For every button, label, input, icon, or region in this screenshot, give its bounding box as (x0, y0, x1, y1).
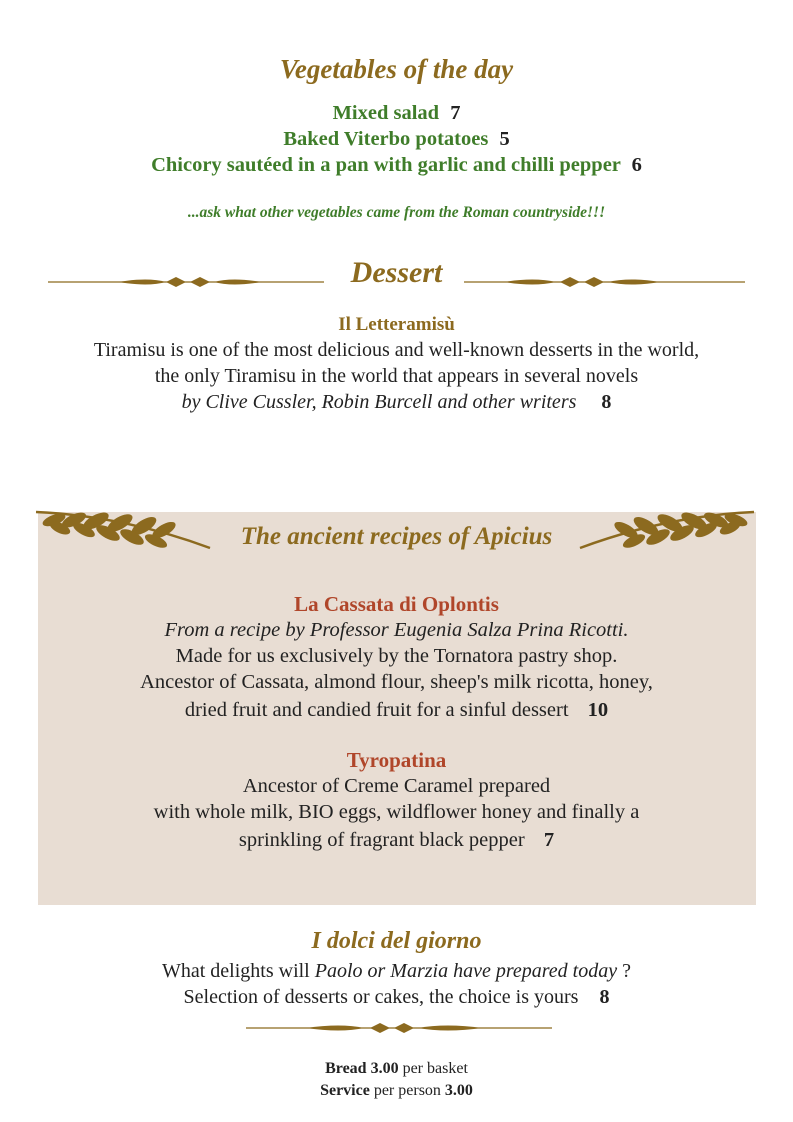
dish-description-line: From a recipe by Professor Eugenia Salza Prina Ricotti. (164, 619, 629, 641)
bottom-ornament-divider (246, 1020, 552, 1036)
dolci-title: I dolci del giorno (311, 928, 482, 954)
dish-description-line: Ancestor of Creme Caramel prepared (242, 775, 551, 797)
cassata-item (0, 591, 793, 723)
dish-name: Tyropatina (346, 748, 447, 772)
tiramisu-item (0, 313, 793, 415)
list-item (0, 126, 793, 152)
dolci-price: 8 (599, 986, 610, 1008)
dessert-description-line: by Clive Cussler, Robin Burcell and other writers (181, 391, 577, 413)
vegetable-price: 5 (499, 128, 510, 150)
dessert-item-name: Il Letteramisù (338, 314, 455, 335)
vegetable-price: 7 (450, 102, 461, 124)
dessert-price: 8 (601, 391, 612, 413)
dessert-description-line: Tiramisu is one of the most delicious and well-known desserts in the world, (93, 339, 700, 361)
dolci-description (0, 958, 793, 1010)
vegetable-name: Mixed salad (332, 102, 440, 124)
dish-description-line: dried fruit and candied fruit for a sinful dessert (184, 699, 569, 721)
bread-price: 3.00 (370, 1060, 399, 1077)
dessert-title: Dessert (350, 256, 443, 289)
dolci-line: Selection of desserts or cakes, the choice is yours (183, 986, 579, 1008)
footer (0, 1058, 793, 1102)
vegetables-list (0, 100, 793, 178)
dolci-line-italic: Paolo or Marzia have prepared today (314, 960, 618, 982)
dish-price: 7 (543, 829, 555, 851)
dessert-description-line: the only Tiramisu in the world that appears in several novels (154, 365, 639, 387)
bread-unit: per basket (402, 1060, 468, 1077)
service-line (0, 1080, 793, 1102)
tyropatina-item (0, 747, 793, 853)
dish-description-line: Made for us exclusively by the Tornatora pastry shop. (175, 645, 618, 667)
right-ornament-divider (464, 274, 745, 290)
list-item (0, 100, 793, 126)
bread-label: Bread (325, 1060, 367, 1077)
dish-name: La Cassata di Oplontis (294, 592, 499, 616)
dolci-line-plain: What delights will (161, 960, 310, 982)
bread-line (0, 1058, 793, 1080)
service-label: Service (320, 1082, 370, 1099)
vegetable-name: Chicory sautéed in a pan with garlic and chilli pepper (151, 154, 621, 176)
service-price: 3.00 (444, 1082, 473, 1099)
service-unit: per person (373, 1082, 441, 1099)
dish-description-line: Ancestor of Cassata, almond flour, sheep's milk ricotta, honey, (140, 671, 653, 693)
apicius-title: The ancient recipes of Apicius (240, 523, 553, 550)
list-item (0, 152, 793, 178)
vegetable-price: 6 (631, 154, 642, 176)
vegetables-note: ...ask what other vegetables came from the Roman countryside!!! (187, 204, 606, 221)
dish-description-line: with whole milk, BIO eggs, wildflower honey and finally a (153, 801, 640, 823)
dolci-line-end: ? (622, 960, 632, 982)
dish-description-line: sprinkling of fragrant black pepper (238, 829, 525, 851)
vegetable-name: Baked Viterbo potatoes (283, 128, 489, 150)
vegetables-title: Vegetables of the day (279, 54, 514, 84)
dish-price: 10 (587, 699, 609, 721)
right-laurel-icon (576, 506, 756, 552)
